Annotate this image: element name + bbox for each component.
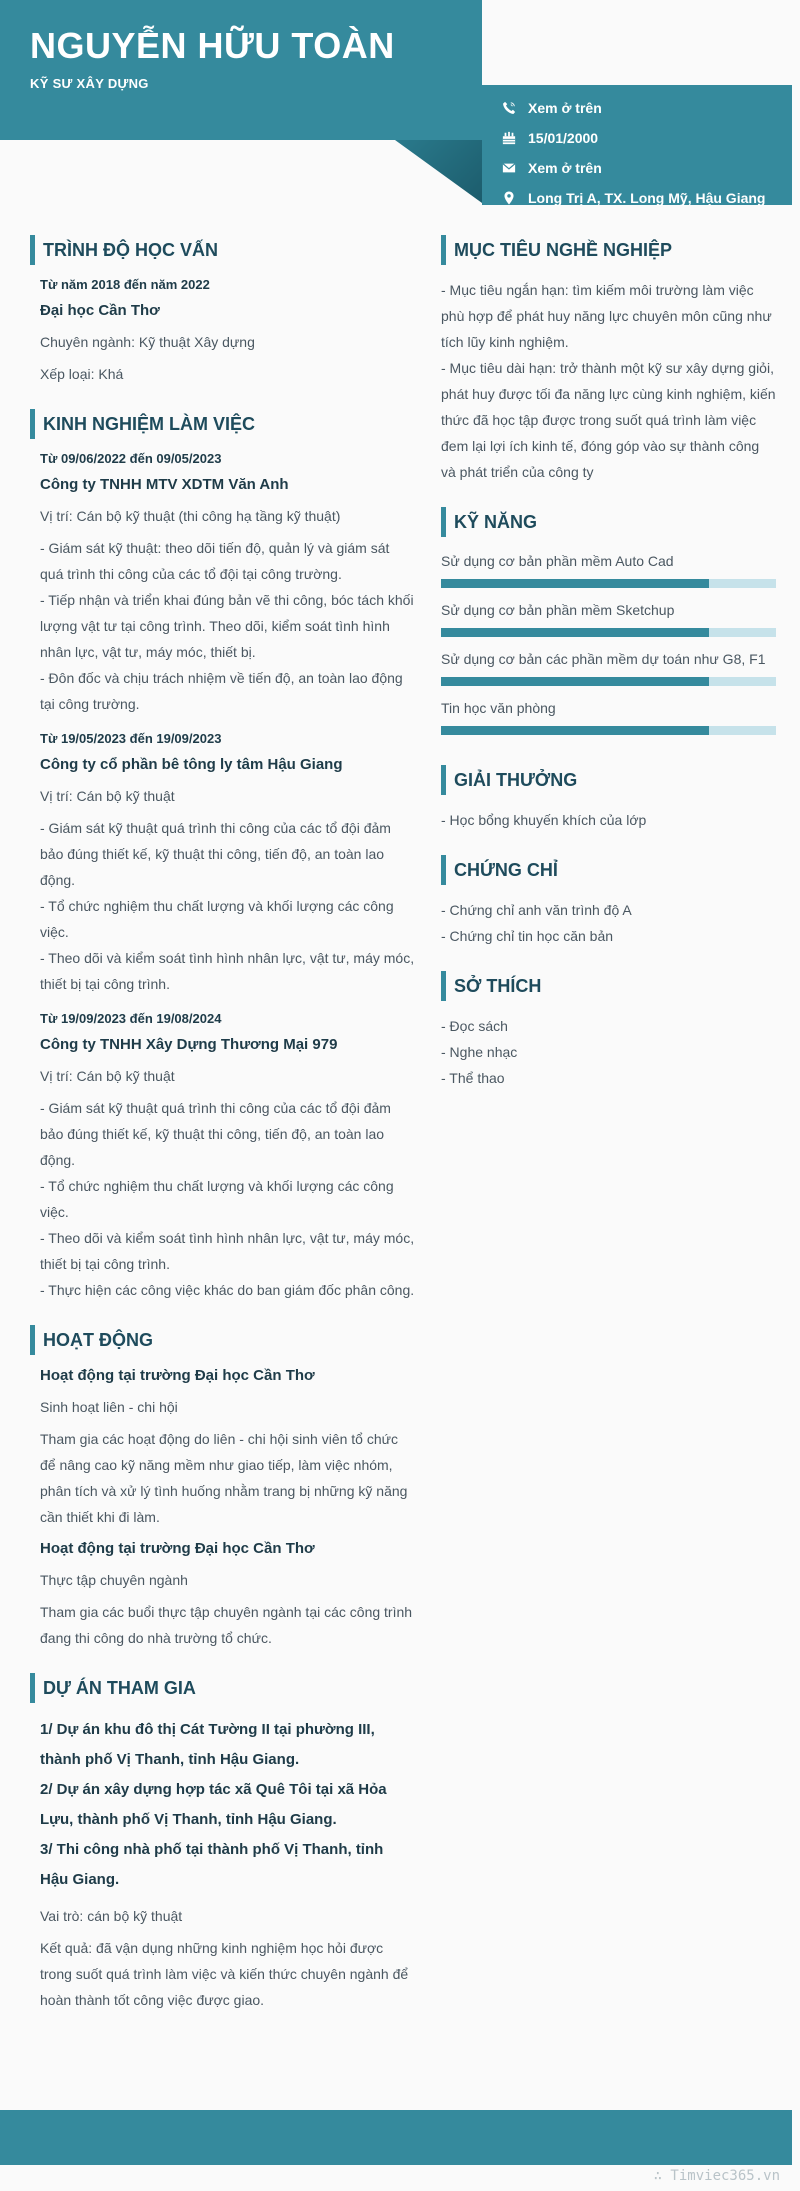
- job-company: Công ty TNHH MTV XDTM Văn Anh: [40, 476, 289, 493]
- job-period: Từ 19/05/2023 đến 19/09/2023: [40, 731, 222, 746]
- job-duty: - Giám sát kỹ thuật quá trình thi công của các tổ đội đảm bảo đúng thiết kế, kỹ thuật thi công, tiến độ, an toàn lao động.: [40, 820, 391, 888]
- project-result: Kết quả: đã vận dụng những kinh nghiệm học hỏi được trong suốt quá trình làm việc và kiến thức chuyên ngành để hoàn thành tốt công việc được giao.: [40, 1940, 409, 2008]
- right-column: [441, 235, 776, 1113]
- footer-bar: [0, 2110, 792, 2165]
- skill-bar-fill: [441, 579, 709, 588]
- skill-name: Sử dụng cơ bản các phần mềm dự toán như G8, F1: [441, 651, 766, 667]
- contact-email: [498, 153, 792, 183]
- skill-item: [441, 696, 776, 735]
- objective-short: - Mục tiêu ngắn hạn: tìm kiếm môi trường làm việc phù hợp để phát huy năng lực chuyên môn cũng như tích lũy kinh nghiệm.: [441, 282, 772, 350]
- skill-bar: [441, 628, 776, 637]
- activity-entry: [30, 1367, 415, 1530]
- skill-bar: [441, 677, 776, 686]
- skill-name: Sử dụng cơ bản phần mềm Sketchup: [441, 602, 675, 618]
- activity-org: Hoạt động tại trường Đại học Cần Thơ: [40, 1367, 315, 1384]
- job-entry: [30, 731, 415, 997]
- hobbies-section: [441, 971, 776, 1091]
- awards-section: [441, 765, 776, 833]
- header-fold-decoration: [395, 140, 482, 203]
- job-entry: [30, 451, 415, 717]
- skill-item: [441, 598, 776, 637]
- job-duty: - Đôn đốc và chịu trách nhiệm về tiến độ, an toàn lao động tại công trường.: [40, 670, 403, 712]
- activity-role: Sinh hoạt liên - chi hội: [40, 1399, 178, 1415]
- skill-item: [441, 647, 776, 686]
- job-duty: - Tiếp nhận và triển khai đúng bản vẽ thi công, bóc tách khối lượng vật tư tại công trình. Theo dõi, kiểm soát tình hình nhân lực, vật tư, máy móc, thiết bị.: [40, 592, 414, 660]
- skills-section: [441, 507, 776, 735]
- job-period: Từ 09/06/2022 đến 09/05/2023: [40, 451, 222, 466]
- hobby-item: - Đọc sách: [441, 1018, 508, 1034]
- objective-section: [441, 235, 776, 485]
- project-role: Vai trò: cán bộ kỹ thuật: [40, 1908, 183, 1924]
- job-company: Công ty TNHH Xây Dựng Thương Mại 979: [40, 1036, 338, 1053]
- skill-name: Tin học văn phòng: [441, 700, 556, 716]
- activity-desc: Tham gia các hoạt động do liên - chi hội sinh viên tổ chức để nâng cao kỹ năng mềm như giao tiếp, làm việc nhóm, phân tích và xử lý tình huống nhằm trang bị những kỹ năng cần thiết khi đi làm.: [40, 1431, 408, 1525]
- contact-email-value: Xem ở trên: [528, 160, 602, 176]
- project-item: 1/ Dự án khu đô thị Cát Tường II tại phường III, thành phố Vị Thanh, tỉnh Hậu Giang.: [40, 1721, 375, 1768]
- job-period: Từ 19/09/2023 đến 19/08/2024: [40, 1011, 222, 1026]
- job-duty: - Theo dõi và kiểm soát tình hình nhân lực, vật tư, máy móc, thiết bị tại công trình.: [40, 1230, 415, 1272]
- experience-section: [30, 409, 415, 1303]
- left-column: [30, 235, 415, 2035]
- job-duty: - Tổ chức nghiệm thu chất lượng và khối lượng các công việc.: [40, 898, 394, 940]
- project-item: 2/ Dự án xây dựng hợp tác xã Quê Tôi tại xã Hỏa Lựu, thành phố Vị Thanh, tỉnh Hậu Giang.: [40, 1781, 387, 1828]
- calendar-icon: [498, 131, 520, 145]
- header-banner: [0, 0, 482, 140]
- experience-heading: KINH NGHIỆM LÀM VIỆC: [30, 409, 415, 439]
- job-duty: - Giám sát kỹ thuật quá trình thi công của các tổ đội đảm bảo đúng thiết kế, kỹ thuật thi công, tiến độ, an toàn lao động.: [40, 1100, 391, 1168]
- certificates-section: [441, 855, 776, 949]
- skill-bar: [441, 726, 776, 735]
- education-major: Chuyên ngành: Kỹ thuật Xây dựng: [40, 334, 255, 350]
- skill-bar-fill: [441, 726, 709, 735]
- activity-org: Hoạt động tại trường Đại học Cần Thơ: [40, 1540, 315, 1557]
- skills-heading: KỸ NĂNG: [441, 507, 776, 537]
- projects-heading: DỰ ÁN THAM GIA: [30, 1673, 415, 1703]
- education-section: [30, 235, 415, 387]
- skill-bar-fill: [441, 677, 709, 686]
- certificates-heading: CHỨNG CHỈ: [441, 855, 776, 885]
- skill-item: [441, 549, 776, 588]
- education-school: Đại học Cần Thơ: [40, 302, 160, 319]
- contact-address-value: Long Trị A, TX. Long Mỹ, Hậu Giang: [528, 190, 766, 206]
- education-grade: Xếp loại: Khá: [40, 366, 124, 382]
- contact-birthday-value: 15/01/2000: [528, 130, 599, 146]
- objective-heading: MỤC TIÊU NGHỀ NGHIỆP: [441, 235, 776, 265]
- job-duty: - Tổ chức nghiệm thu chất lượng và khối lượng các công việc.: [40, 1178, 394, 1220]
- activities-heading: HOẠT ĐỘNG: [30, 1325, 415, 1355]
- contact-address: [498, 183, 792, 213]
- job-entry: [30, 1011, 415, 1303]
- email-icon: [498, 161, 520, 175]
- activity-desc: Tham gia các buổi thực tập chuyên ngành tại các công trình đang thi công do nhà trường tổ chức.: [40, 1604, 413, 1646]
- contact-phone-value: Xem ở trên: [528, 100, 602, 116]
- job-duty: - Theo dõi và kiểm soát tình hình nhân lực, vật tư, máy móc, thiết bị tại công trình.: [40, 950, 415, 992]
- job-position: Vị trí: Cán bộ kỹ thuật (thi công hạ tầng kỹ thuật): [40, 508, 341, 524]
- contact-phone: [498, 93, 792, 123]
- job-duty: - Giám sát kỹ thuật: theo dõi tiến độ, quản lý và giám sát quá trình thi công của các tổ đội tại công trường.: [40, 540, 390, 582]
- activities-section: [30, 1325, 415, 1651]
- job-duty: - Thực hiện các công việc khác do ban giám đốc phân công.: [40, 1282, 415, 1298]
- skill-bar: [441, 579, 776, 588]
- contact-panel: [482, 85, 792, 205]
- skill-name: Sử dụng cơ bản phần mềm Auto Cad: [441, 553, 674, 569]
- job-position: Vị trí: Cán bộ kỹ thuật: [40, 788, 175, 804]
- watermark: ∴ Timviec365.vn: [653, 2168, 780, 2184]
- location-icon: [498, 191, 520, 205]
- award-item: - Học bổng khuyến khích của lớp: [441, 812, 647, 828]
- hobby-item: - Nghe nhạc: [441, 1044, 518, 1060]
- projects-section: [30, 1673, 415, 2013]
- contact-birthday: [498, 123, 792, 153]
- candidate-name: NGUYỄN HỮU TOÀN: [30, 25, 395, 66]
- activity-role: Thực tập chuyên ngành: [40, 1572, 188, 1588]
- certificate-item: - Chứng chỉ anh văn trình độ A: [441, 902, 632, 918]
- awards-heading: GIẢI THƯỞNG: [441, 765, 776, 795]
- job-position: Vị trí: Cán bộ kỹ thuật: [40, 1068, 175, 1084]
- certificate-item: - Chứng chỉ tin học căn bản: [441, 928, 614, 944]
- education-period: Từ năm 2018 đến năm 2022: [40, 277, 210, 292]
- phone-icon: [498, 101, 520, 115]
- activity-entry: [30, 1540, 415, 1651]
- candidate-title: KỸ SƯ XÂY DỰNG: [30, 76, 149, 91]
- education-heading: TRÌNH ĐỘ HỌC VẤN: [30, 235, 415, 265]
- project-item: 3/ Thi công nhà phố tại thành phố Vị Thanh, tỉnh Hậu Giang.: [40, 1841, 384, 1888]
- job-company: Công ty cổ phần bê tông ly tâm Hậu Giang: [40, 756, 343, 773]
- skill-bar-fill: [441, 628, 709, 637]
- objective-long: - Mục tiêu dài hạn: trở thành một kỹ sư xây dựng giỏi, phát huy được tối đa năng lực cùng kinh nghiệm, kiến thức đã học tập được trong suốt quá trình làm việc đem lại lợi ích kinh tế, đóng góp vào sự thành công và phát triển của công ty: [441, 360, 776, 480]
- hobbies-heading: SỞ THÍCH: [441, 971, 776, 1001]
- hobby-item: - Thể thao: [441, 1070, 505, 1086]
